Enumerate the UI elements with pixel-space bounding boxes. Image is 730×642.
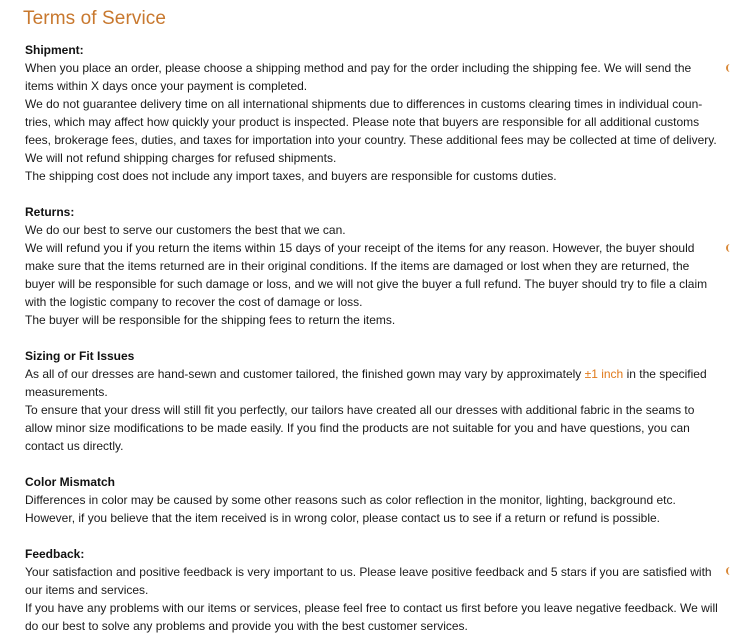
edge-mark-icon: [726, 244, 730, 252]
text-line: make sure that the items returned are in their original conditions. If the items are damaged or lost when they are returned, the: [25, 259, 690, 273]
text-line: do our best to solve any problems and provide you with the best customer services.: [25, 619, 468, 633]
edge-mark-icon: [726, 64, 730, 72]
section-heading-sizing: Sizing or Fit Issues: [25, 349, 135, 363]
text-line: We do our best to serve our customers the best that we can.: [25, 223, 346, 237]
text-line: We do not guarantee delivery time on all international shipments due to differences in customs clearing times in individual coun-: [25, 97, 703, 111]
text-fragment: in the specified: [623, 367, 707, 381]
section-heading-feedback: Feedback:: [25, 547, 85, 561]
text-line: Your satisfaction and positive feedback is very important to us. Please leave positive feedback and 5 stars if you are satisfied with: [25, 565, 712, 579]
text-line: fees, brokerage fees, duties, and taxes for importation into your country. These additional fees may be collected at time of delivery.: [25, 133, 717, 147]
text-line: The buyer will be responsible for the shipping fees to return the items.: [25, 313, 396, 327]
section-color-mismatch: [25, 473, 730, 527]
text-line: Differences in color may be caused by some other reasons such as color reflection in the monitor, lighting, background etc.: [25, 493, 676, 507]
text-line: contact us directly.: [25, 439, 124, 453]
text-line: However, if you believe that the item received is in wrong color, please contact us to see if a return or refund is possible.: [25, 511, 660, 525]
text-line: buyer will be responsible for such damage or loss, and we will not give the buyer a full refund. The buyer should try to file a claim: [25, 277, 708, 291]
text-line: We will not refund shipping charges for refused shipments.: [25, 151, 337, 165]
text-line: When you place an order, please choose a shipping method and pay for the order including the shipping fee. We will send the: [25, 61, 692, 75]
section-shipment: [25, 41, 730, 185]
section-returns: [25, 203, 730, 329]
text-line: tries, which may affect how quickly your product is inspected. Please note that buyers are responsible for all additional customs: [25, 115, 700, 129]
section-feedback: [25, 545, 730, 635]
text-line: We will refund you if you return the items within 15 days of your receipt of the items for any reason. However, the buyer should: [25, 241, 695, 255]
section-heading-color: Color Mismatch: [25, 475, 116, 489]
text-line: items within X days once your payment is completed.: [25, 79, 308, 93]
text-line: To ensure that your dress will still fit you perfectly, our tailors have created all our dresses with additional fabric in the seams to: [25, 403, 695, 417]
text-line: with the logistic company to recover the cost of damage or loss.: [25, 295, 363, 309]
section-heading-returns: Returns:: [25, 205, 75, 219]
text-fragment: As all of our dresses are hand-sewn and customer tailored, the finished gown may vary by approximately: [25, 367, 585, 381]
section-sizing: [25, 347, 730, 455]
text-line: measurements.: [25, 385, 108, 399]
tolerance-highlight: ±1 inch: [584, 367, 624, 381]
text-line: The shipping cost does not include any import taxes, and buyers are responsible for customs duties.: [25, 169, 557, 183]
text-line: [25, 365, 730, 383]
page-title: Terms of Service: [23, 8, 167, 29]
text-line: If you have any problems with our items or services, please feel free to contact us first before you leave negative feedback. We will: [25, 601, 718, 615]
text-line: our items and services.: [25, 583, 149, 597]
section-heading-shipment: Shipment:: [25, 43, 84, 57]
text-line: allow minor size modifications to be made easily. If you find the products are not suitable for you and have questions, you can: [25, 421, 690, 435]
edge-mark-icon: [726, 567, 730, 575]
